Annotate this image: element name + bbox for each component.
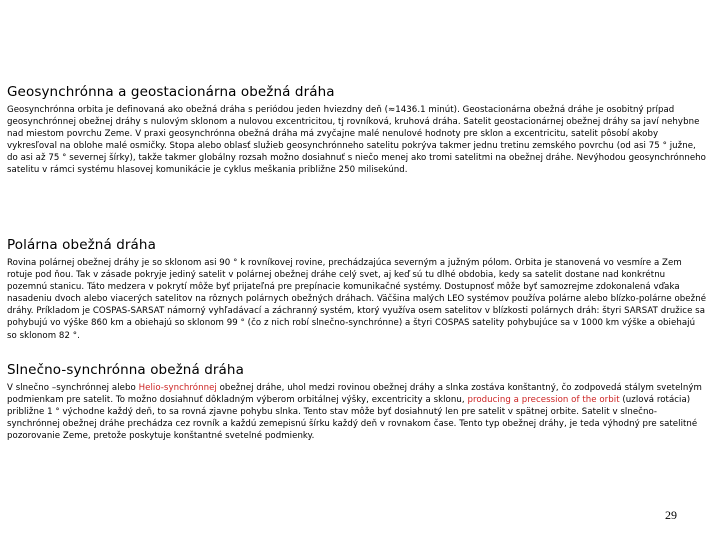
section-polar [7, 237, 707, 342]
paragraph-text: V slnečno –synchrónnej alebo [7, 383, 139, 393]
section-title: Slnečno-synchrónna obežná dráha [7, 362, 244, 378]
section-geosynchronous [7, 84, 707, 177]
section-paragraph: Rovina polárnej obežnej dráhy je so sklonom asi 90 ° k rovníkovej rovine, prechádzajúca severným a južným pólom. Orbita je stanovená vo vesmíre a Zem rotuje pod ňou. Tak v zásade pokryje jediný satelit v polárnej obežnej dráhe celý svet, aj keď sú tu dlhé obdobia, kedy sa satelit dostane nad konkrétnu pozemnú stanicu. Táto medzera v pokrytí môže byť prijateľná pre prepínacie komunikačné systémy. Dostupnosť môže byť samozrejme zdokonalená vďaka nasadeniu dvoch alebo viacerých satelitov na rôznych polárnych obežných dráhach. Väčšina malých LEO systémov používa polárne alebo blízko-polárne obežné dráhy. Príkladom je COSPAS-SARSAT námorný vyhľadávací a záchranný systém, ktorý využíva osem satelitov v blízkosti polárnych dráh: štyri SARSAT družice sa pohybujú vo výške 860 km a obiehajú so sklonom 99 ° (čo z nich robí slnečno-synchrónne) a štyri COSPAS satelity pohybujúce sa v 1000 km výške a obiehajú so sklonom 82 °. [7, 258, 707, 341]
section-title: Geosynchrónna a geostacionárna obežná dráha [7, 84, 335, 100]
section-sun-synchronous [7, 362, 707, 442]
highlighted-term: Helio-synchrónnej [138, 383, 217, 393]
page-number: 29 [665, 508, 677, 522]
section-title: Polárna obežná dráha [7, 237, 156, 253]
paragraph-text: (uzlová rotácia) približne 1 ° východne každý deň, to sa rovná zjavne pohybu slnka. Tento stav môže byť dosiahnutý len pre satelit v spätnej orbite. Satelit v slnečno-synchrónnej obežnej dráhe prechádza cez rovník a každú zemepisnú šírku každý deň v rovnakom čase. Tento typ obežnej dráhy, je teda výhodný pre satelitné pozorovanie Zeme, pretože poskytuje konštantné svetelné podmienky. [7, 395, 698, 442]
paragraph-text: obežnej dráhe, uhol medzi rovinou obežnej dráhy a slnka zostáva konštantný, čo zodpovedá stálym svetelným podmienkam pre satelit. To možno dosiahnuť dôkladným výberom orbitálnej výšky, excentricity a sklonu, [7, 383, 702, 406]
section-paragraph: Geosynchrónna orbita je definovaná ako obežná dráha s periódou jeden hviezdny deň (≈1436.1 minút). Geostacionárna obežná dráhe je osobitný prípad geosynchrónnej obežnej dráhy s nulovým sklonom a nulovou excentricitou, tj rovníková, kruhová dráha. Satelit geostacionárnej obežnej dráhy sa javí nehybne nad miestom povrchu Zeme. V praxi geosynchrónna obežná dráha má zvyčajne malé nenulové hodnoty pre sklon a excentricitu, satelit pôsobí akoby vykresľoval na oblohe malé osmičky. Stopa alebo oblasť služieb geosynchrónneho satelitu pokrýva takmer jednu tretinu zemského povrchu (od asi 75 ° južne, do asi až 75 ° severnej šírky), takže takmer globálny rozsah možno dosiahnuť s niečo menej ako tromi satelitmi na obežnej dráhe. Nevýhodou geosynchrónneho satelitu v rámci systému hlasovej komunikácie je cyklus meškania približne 250 milisekúnd. [7, 105, 706, 176]
highlighted-phrase: producing a precession of the orbit [467, 395, 620, 406]
section-paragraph [7, 382, 707, 442]
